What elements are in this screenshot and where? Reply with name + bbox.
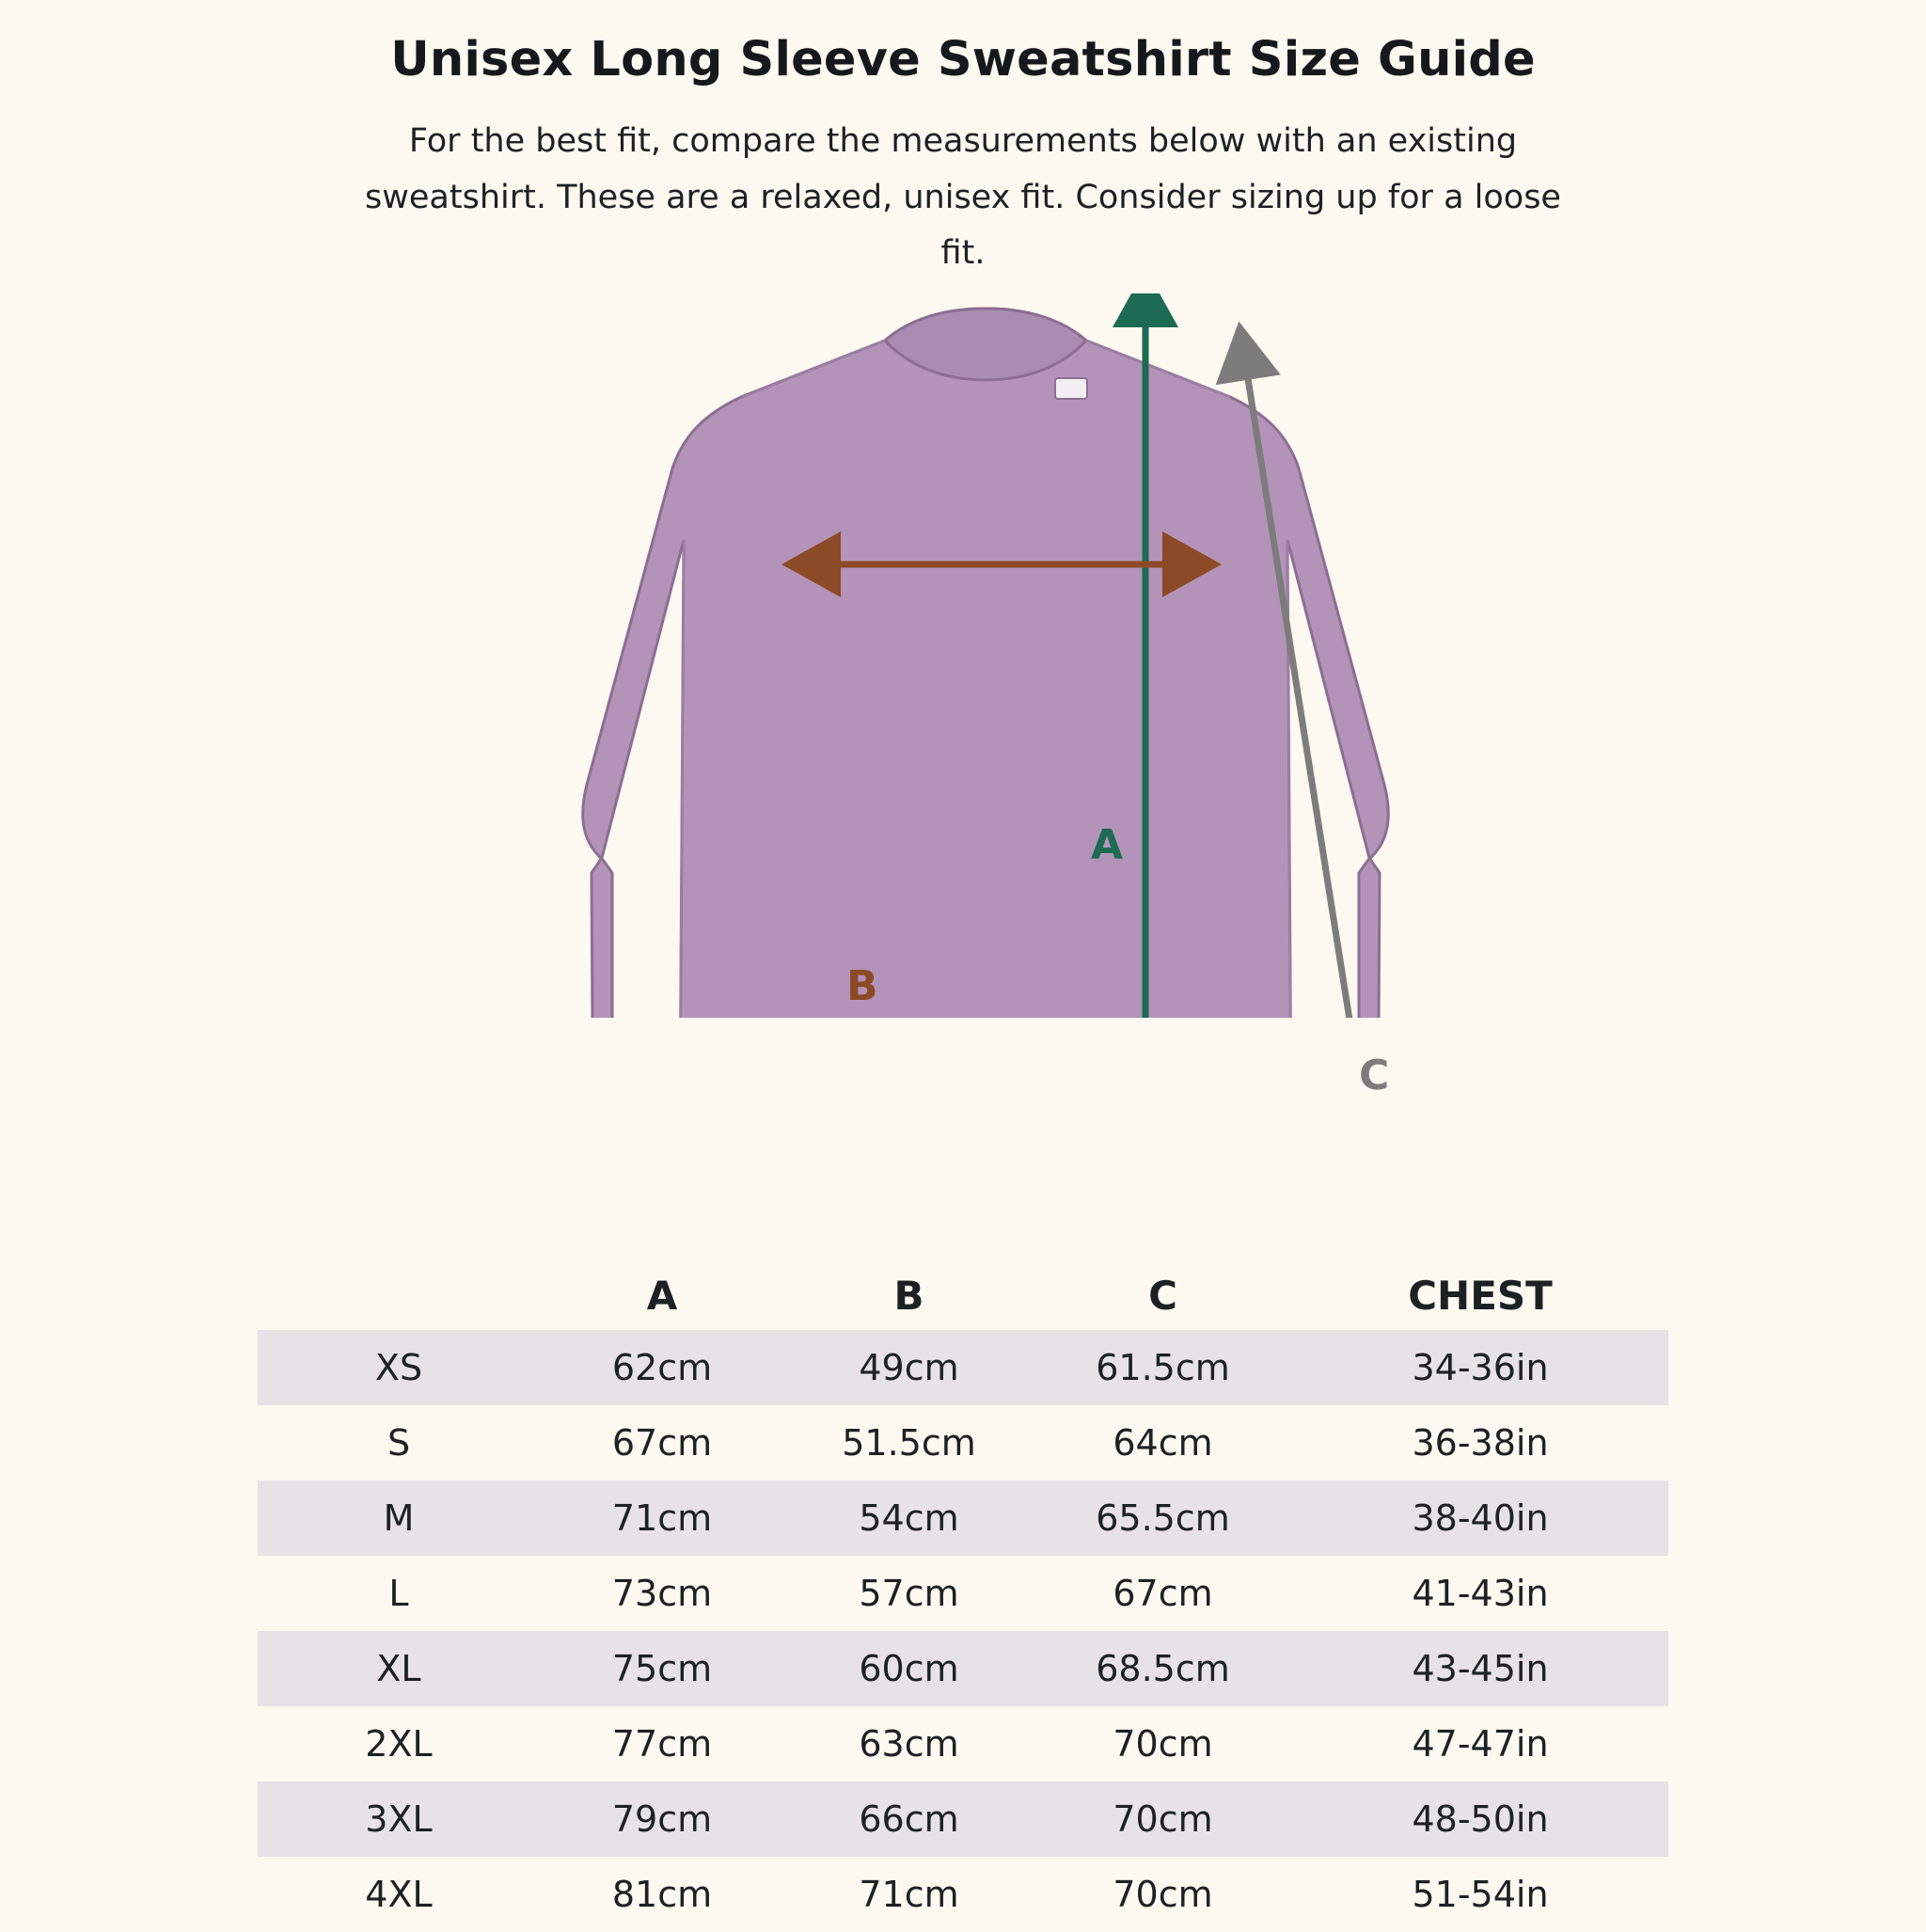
cell-chest: 48-50in (1292, 1782, 1668, 1857)
cell-b: 57cm (859, 1573, 959, 1614)
cell-a: 81cm (611, 1874, 713, 1915)
cell-chest: 38-40in (1292, 1481, 1668, 1556)
cell-c: 68.5cm (1034, 1631, 1292, 1706)
cell-b: 60cm (784, 1631, 1034, 1706)
table-row (258, 1556, 1668, 1631)
cell-a: 73cm (611, 1573, 713, 1614)
table-row (258, 1782, 1668, 1857)
neck-label-icon (1055, 378, 1087, 399)
cell-size: L (388, 1573, 409, 1614)
cell-c: 61.5cm (1034, 1330, 1292, 1405)
column-header-size (258, 1251, 540, 1330)
cell-a: 67cm (611, 1422, 713, 1464)
cell-b: 51.5cm (842, 1422, 976, 1464)
table-row (258, 1405, 1668, 1481)
size-table (258, 1251, 1668, 1932)
cell-chest: 36-38in (1412, 1422, 1549, 1464)
cell-size: 2XL (365, 1723, 433, 1765)
cell-a: 77cm (611, 1723, 713, 1765)
cell-chest: 47-47in (1412, 1723, 1549, 1765)
cell-a: 79cm (540, 1782, 784, 1857)
cell-b: 63cm (859, 1723, 959, 1765)
page-subtitle: For the best fit, compare the measurements below with an existing sweatshirt. These are a relaxed, unisex fit. Consider sizing up for a loose fit. (365, 122, 1561, 272)
cell-a: 75cm (540, 1631, 784, 1706)
cell-c: 70cm (1113, 1874, 1213, 1915)
table-body (258, 1330, 1668, 1932)
cell-chest: 34-36in (1292, 1330, 1668, 1405)
cell-a: 62cm (540, 1330, 784, 1405)
cell-b: 49cm (784, 1330, 1034, 1405)
measure-label-a: A (1091, 820, 1124, 869)
table-header-row (258, 1251, 1668, 1330)
header (0, 0, 1926, 282)
table-row (258, 1857, 1668, 1932)
sweatshirt-illustration (0, 293, 1926, 1100)
cell-chest: 41-43in (1412, 1573, 1549, 1614)
page-title: Unisex Long Sleeve Sweatshirt Size Guide (390, 32, 1536, 87)
sweatshirt-drawing (0, 293, 1926, 1018)
measure-label-b: B (846, 961, 878, 1010)
cell-chest: 51-54in (1412, 1874, 1549, 1915)
cell-size: S (387, 1422, 411, 1464)
table-row (258, 1481, 1668, 1556)
cell-c: 67cm (1113, 1573, 1213, 1614)
cell-size: 3XL (258, 1782, 540, 1857)
cell-a: 71cm (540, 1481, 784, 1556)
garment-body (583, 309, 1389, 1018)
cell-c: 70cm (1034, 1782, 1292, 1857)
size-table-container (0, 1251, 1926, 1932)
table-row (258, 1631, 1668, 1706)
column-header-a: A (646, 1273, 678, 1319)
column-header-b: B (893, 1273, 924, 1319)
column-header-chest: CHEST (1408, 1273, 1553, 1319)
cell-b: 71cm (859, 1874, 959, 1915)
cell-size: XL (258, 1631, 540, 1706)
cell-b: 66cm (784, 1782, 1034, 1857)
measure-label-c: C (1359, 1051, 1390, 1100)
cell-b: 54cm (784, 1481, 1034, 1556)
cell-size: 4XL (365, 1874, 433, 1915)
cell-size: M (258, 1481, 540, 1556)
table-row (258, 1706, 1668, 1782)
cell-c: 65.5cm (1034, 1481, 1292, 1556)
table-row (258, 1330, 1668, 1405)
cell-c: 70cm (1113, 1723, 1213, 1765)
cell-chest: 43-45in (1292, 1631, 1668, 1706)
column-header-c: C (1148, 1273, 1177, 1319)
cell-size: XS (258, 1330, 540, 1405)
cell-c: 64cm (1113, 1422, 1213, 1464)
